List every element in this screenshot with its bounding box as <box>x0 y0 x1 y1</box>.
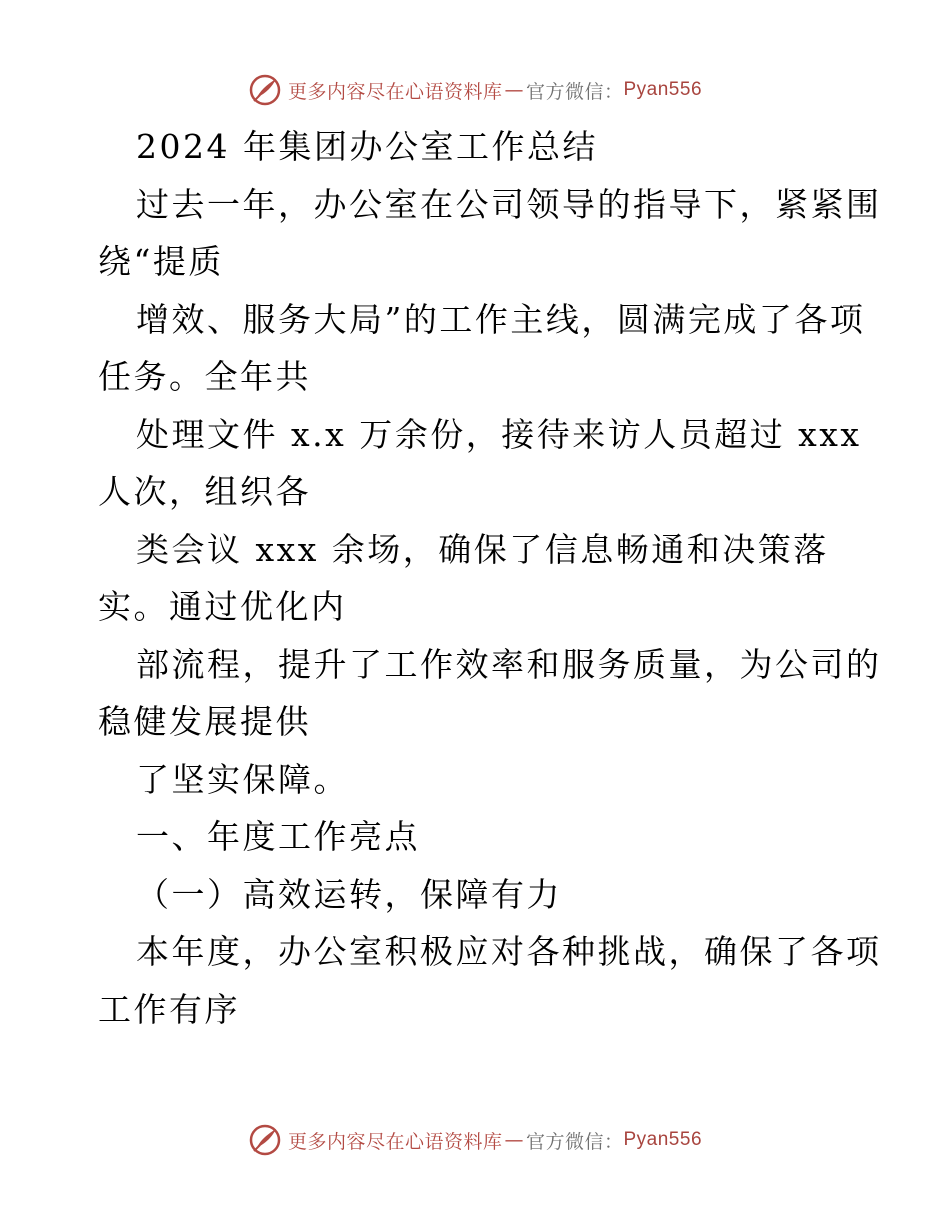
text-line: 任务。全年共 <box>98 357 311 396</box>
watermark-wechat-label: 官方微信： <box>525 1130 624 1153</box>
watermark-wechat-label: 官方微信： <box>525 80 624 103</box>
watermark-wechat-id: Pyan556 <box>623 79 703 100</box>
document-title: 2024 年集团办公室工作总结 <box>136 127 598 166</box>
text-line: 稳健发展提供 <box>98 702 311 741</box>
text-line: 实。通过优化内 <box>98 587 347 626</box>
watermark-main-text: 更多内容尽在心语资料库 <box>287 1130 503 1153</box>
quill-logo-icon <box>248 73 282 107</box>
text-line: 本年度，办公室积极应对各种挑战，确保了各项 <box>136 932 882 971</box>
watermark-dash: — <box>504 1129 524 1151</box>
text-line: （一）高效运转，保障有力 <box>136 874 562 914</box>
text-line: 处理文件 x.x 万余份，接待来访人员超过 xxx <box>136 414 862 454</box>
watermark-wechat-id: Pyan556 <box>623 1129 703 1150</box>
text-line: 过去一年，办公室在公司领导的指导下，紧紧围 <box>136 184 882 224</box>
text-line: 人次，组织各 <box>98 472 311 511</box>
text-line: 了坚实保障。 <box>136 759 349 799</box>
watermark-main-text: 更多内容尽在心语资料库 <box>287 80 503 103</box>
text-line: 一、年度工作亮点 <box>136 817 420 856</box>
watermark-banner-bottom <box>0 1120 950 1160</box>
text-line: 绕“提质 <box>98 242 224 281</box>
text-line: 工作有序 <box>98 989 240 1029</box>
quill-logo-icon <box>248 1123 282 1157</box>
document-body <box>98 118 882 1038</box>
text-line: 增效、服务大局”的工作主线，圆满完成了各项 <box>136 299 866 339</box>
watermark-banner-top <box>0 70 950 110</box>
watermark-dash: — <box>504 79 524 101</box>
text-line: 部流程，提升了工作效率和服务质量，为公司的 <box>136 644 882 684</box>
text-line: 类会议 xxx 余场，确保了信息畅通和决策落 <box>136 529 829 569</box>
